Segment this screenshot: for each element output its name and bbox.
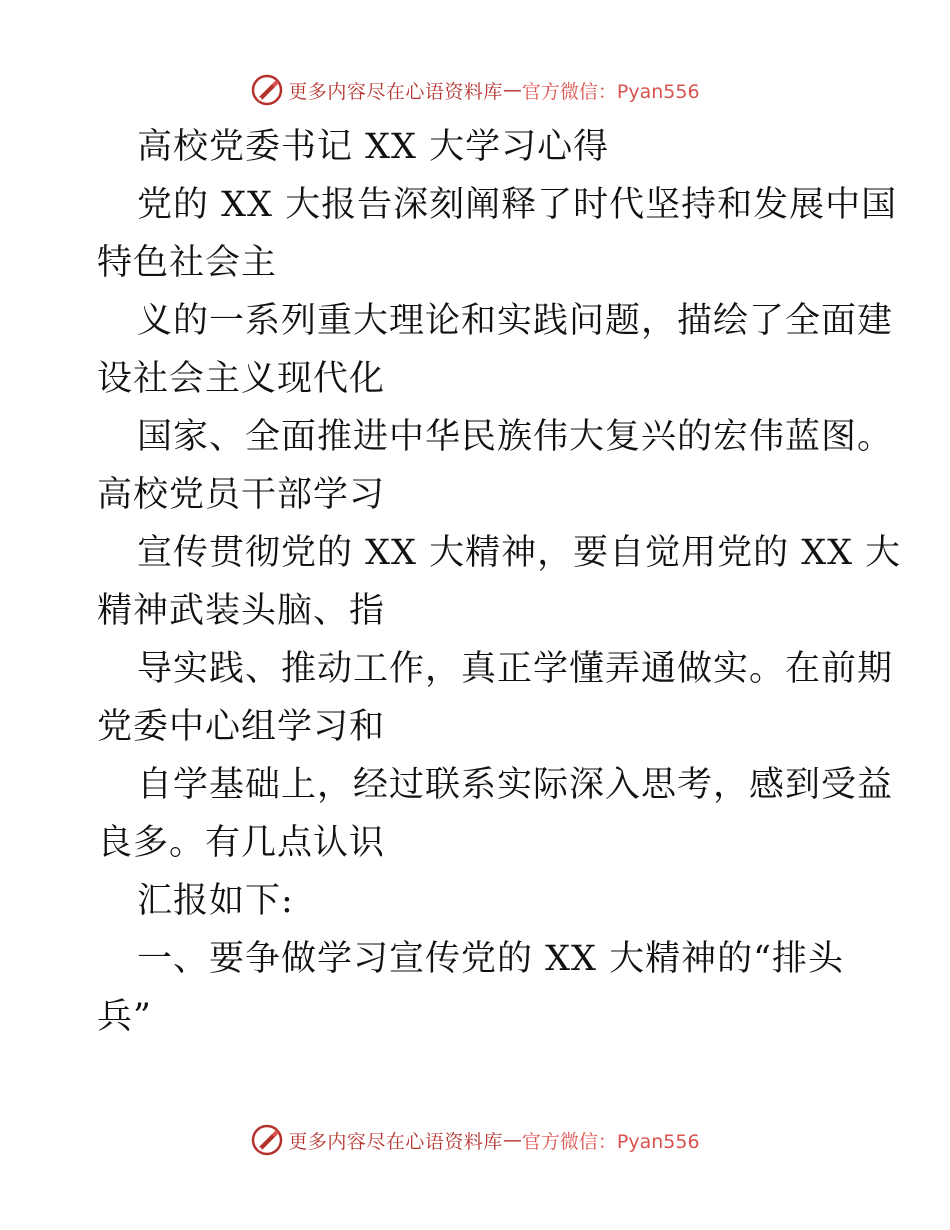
text-line: 精神武装头脑、指 bbox=[97, 591, 386, 631]
text-line: 特色社会主 bbox=[97, 243, 278, 283]
watermark-wechat-text: 官方微信：Pyan556 bbox=[521, 80, 700, 103]
text-line: 一、要争做学习宣传党的 XX 大精神的“排头 bbox=[137, 939, 844, 979]
text-line: 宣传贯彻党的 XX 大精神，要自觉用党的 XX 大 bbox=[137, 533, 902, 573]
text-line: 高校党委书记 XX 大学习心得 bbox=[137, 127, 610, 167]
text-line: 导实践、推动工作，真正学懂弄通做实。在前期 bbox=[137, 649, 894, 689]
pen-logo-icon bbox=[250, 1123, 284, 1157]
text-line: 国家、全面推进中华民族伟大复兴的宏伟蓝图。 bbox=[137, 417, 894, 457]
watermark-separator: — bbox=[502, 1129, 522, 1151]
footer-watermark bbox=[0, 1120, 950, 1160]
text-line: 设社会主义现代化 bbox=[97, 359, 386, 399]
text-line: 兵” bbox=[97, 997, 152, 1037]
text-line: 汇报如下: bbox=[137, 881, 294, 921]
header-watermark bbox=[0, 70, 950, 110]
document-body bbox=[97, 118, 902, 1046]
watermark-wechat-text: 官方微信：Pyan556 bbox=[521, 1130, 700, 1153]
text-line: 党的 XX 大报告深刻阐释了时代坚持和发展中国 bbox=[137, 185, 898, 225]
watermark-separator: — bbox=[502, 79, 522, 101]
text-line: 义的一系列重大理论和实践问题，描绘了全面建 bbox=[137, 301, 894, 341]
pen-logo-icon bbox=[250, 73, 284, 107]
text-line: 高校党员干部学习 bbox=[97, 475, 386, 515]
watermark-main-text: 更多内容尽在心语资料库 bbox=[288, 1130, 503, 1153]
text-line: 自学基础上，经过联系实际深入思考，感到受益 bbox=[137, 765, 894, 805]
text-line: 良多。有几点认识 bbox=[97, 823, 386, 863]
watermark-main-text: 更多内容尽在心语资料库 bbox=[288, 80, 503, 103]
text-line: 党委中心组学习和 bbox=[97, 707, 386, 747]
